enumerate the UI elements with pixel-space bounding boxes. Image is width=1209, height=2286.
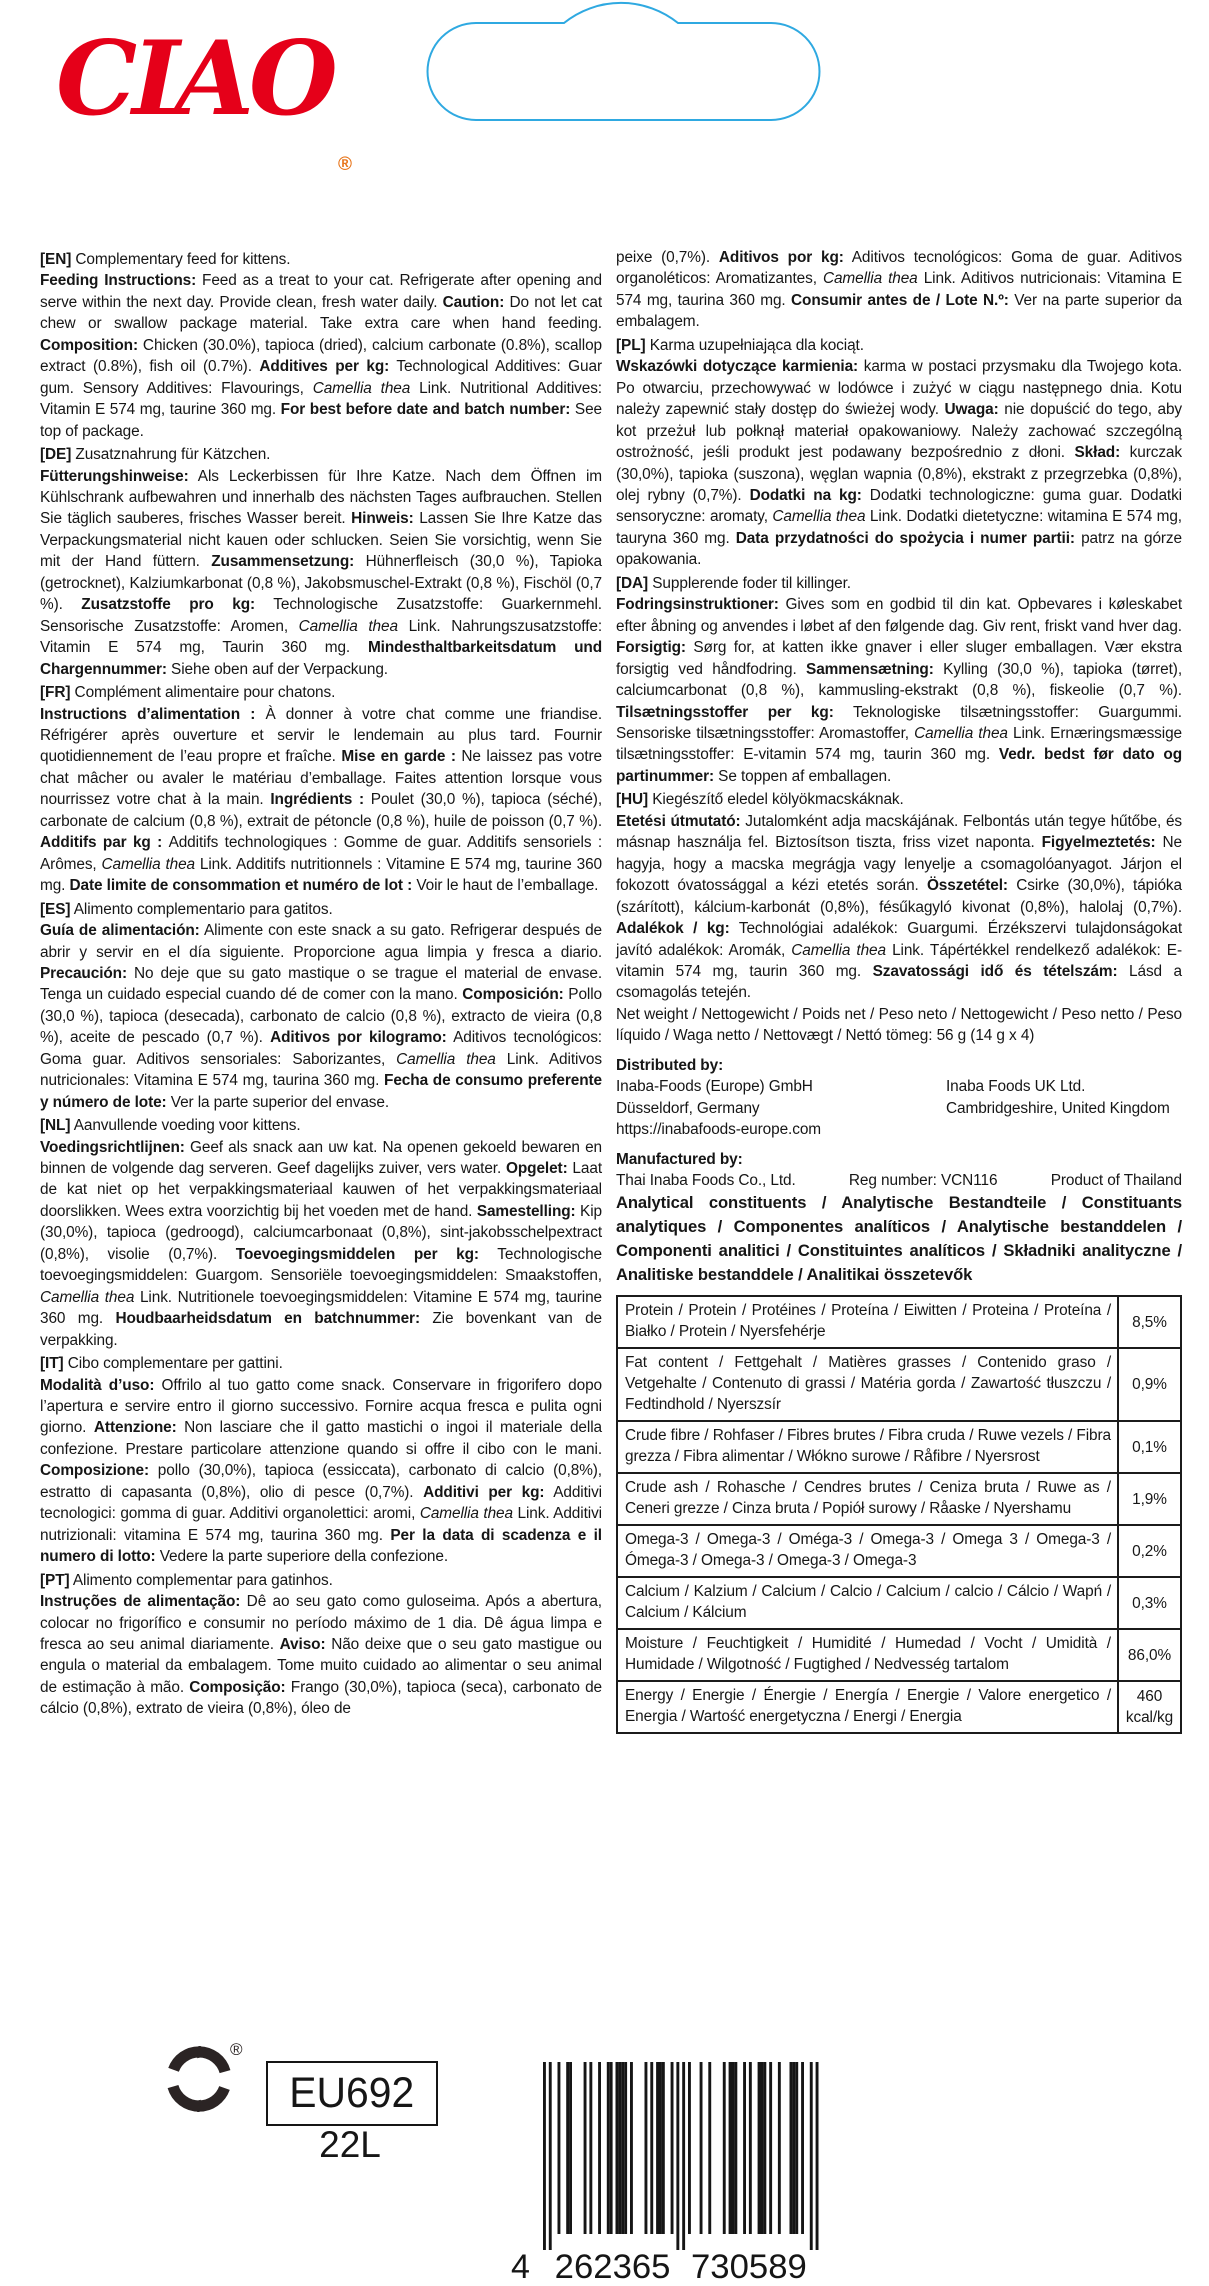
- en-body: Feeding Instructions: Feed as a treat to your cat. Refrigerate after opening and serve within the next day. Provide clean, fresh water daily. Caution: Do not let cat chew or swallow package material. Take extra care when hand feeding. Composition: Chicken (30.0%), tapioca (dried), calcium carbonate (0.8%), scallop extract (0.8%), fish oil (0.7%). Additives per kg: Technological Additives: Guar gum. Sensory Additives: Flavourings, Camellia thea Link. Nutritional Additives: Vitamin E 574 mg, taurine 360 mg. For best before date and batch number: See top of package.: [40, 272, 602, 440]
- svg-text:4: 4: [511, 2248, 530, 2286]
- manufactured-by-heading: Manufactured by:: [616, 1150, 743, 1168]
- en-intro: [EN] Complementary feed for kittens.: [40, 251, 291, 268]
- analytical-row: [617, 1421, 1181, 1473]
- manufacturer-block: [616, 1149, 1182, 1192]
- pt-body-continued: peixe (0,7%). Aditivos por kg: Aditivos tecnológicos: Goma de guar. Aditivos organoléticos: Aromatizantes, Camellia thea Link. Aditivos nutricionais: Vitamina E 574 mg, taurina 360 mg. Consumir antes de / Lote N.º: Ver na parte superior da embalagem.: [616, 249, 1183, 331]
- manufacturer-origin: Product of Thailand: [1050, 1172, 1182, 1190]
- analytical-row-label: Omega-3 / Omega-3 / Oméga-3 / Omega-3 / Omega 3 / Omega-3 / Ómega-3 / Omega-3 / Omega-3 / Omega-3: [617, 1525, 1118, 1577]
- brand-logo-text: CIAO: [56, 19, 333, 139]
- analytical-row-value: 460 kcal/kg: [1118, 1681, 1181, 1733]
- analytical-row-label: Protein / Protein / Protéines / Proteína / Eiwitten / Proteina / Proteína / Białko / Protein / Nyersfehérje: [617, 1296, 1118, 1348]
- hu-body: Etetési útmutató: Jutalomként adja macskájának. Felbontás után tegye hűtőbe, és másnap használja fel. Biztosítson tiszta, friss vizet naponta. Figyelmeztetés: Ne hagyja, hogy a macska megrágja vagy lenyelje a csomagolóanyagot. Járjon el fokozott óvatossággal a kézi etetés során. Összetétel: Csirke (30,0%), tápióka (szárított), kálcium-karbonát (0,8%), fésűkagyló kivonat (0,8%), halolaj (0,7%). Adalékok / kg: Technológiai adalékok: Guargumi. Érzékszervi tulajdonságokat javító adalékok: Aromák, Camellia thea Link. Tápértékkel rendelkező adalékok: E-vitamin 574 mg, taurin 360 mg. Szavatossági idő és tételszám: Lásd a csomagolás tetején.: [616, 812, 1183, 1002]
- de-intro: [DE] Zusatznahrung für Kätzchen.: [40, 446, 271, 464]
- nl-body: Voedingsrichtlijnen: Geef als snack aan uw kat. Na openen gekoeld bewaren en binnen de volgende dag serveren. Geef dagelijks zuiver, vers water. Opgelet: Laat de kat niet op het verpakkingsmateriaal kauwen of het verpakkingsmateriaal doorslikken. Wees extra voorzichtig bij het voeden met de hand. Samestelling: Kip (30,0%), tapioca (gedroogd), calciumcarbonaat (0,8%), sint-jakobsschelpextract (0,8%), visolie (0,7%). Toevoegingsmiddelen per kg: Technologische toevoegingsmiddelen: Guargom. Sensoriële toevoegingsmiddelen: Smaakstoffen, Camellia thea Link. Nutritionele toevoegingsmiddelen: Vitamine E 574 mg, taurine 360 mg. Houdbaarheidsdatum en batchnummer: Zie bovenkant van de verpakking.: [40, 1138, 603, 1349]
- distributor-block: [616, 1055, 1182, 1141]
- distributor-eu-name: Inaba-Foods (Europe) GmbH: [616, 1078, 813, 1096]
- green-dot-recycling-icon: [166, 2046, 232, 2112]
- distributor-europe: [616, 1076, 946, 1140]
- distributed-by-heading: Distributed by:: [616, 1056, 724, 1074]
- distributor-eu-city: Düsseldorf, Germany: [616, 1099, 760, 1117]
- analytical-constituents-table: [616, 1295, 1182, 1734]
- analytical-row-label: Calcium / Kalzium / Calcium / Calcio / Calcium / calcio / Cálcio / Wapń / Calcium / Kálcium: [617, 1577, 1118, 1629]
- nl-intro: [NL] Aanvullende voeding voor kittens.: [40, 1117, 301, 1135]
- distributor-website: https://inabafoods-europe.com: [616, 1121, 822, 1139]
- lot-code: 22L: [319, 2124, 381, 2165]
- analytical-row: [617, 1577, 1181, 1629]
- analytical-row-value: 0,3%: [1118, 1577, 1181, 1629]
- distributor-uk: [946, 1076, 1170, 1140]
- fr-body: Instructions d’alimentation : À donner à votre chat comme une friandise. Réfrigérer après ouverture et servir le lendemain au plus tard. Fournir quotidiennement de l’eau propre et fraîche. Mise en garde : Ne laissez pas votre chat mâcher ou avaler le matériau d’emballage. Faites attention lorsque vous nourrissez votre chat à la main. Ingrédients : Poulet (30,0 %), tapioca (séché), carbonate de calcium (0,8 %), extrait de pétoncle (0,8 %), huile de poisson (0,7 %). Additifs par kg : Additifs technologiques : Gomme de guar. Additifs sensoriels : Arômes, Camellia thea Link. Additifs nutritionnels : Vitamine E 574 mg, taurine 360 mg. Date limite de consommation et numéro de lot : Voir le haut de l’emballage.: [40, 705, 603, 895]
- analytical-row-value: 1,9%: [1118, 1473, 1181, 1525]
- eu-approval-number-box: [266, 2061, 438, 2126]
- distributor-uk-name: Inaba Foods UK Ltd.: [946, 1078, 1086, 1096]
- ean13-barcode: [503, 2060, 823, 2286]
- analytical-row: [617, 1296, 1181, 1348]
- hanger-diecut-outline: [424, 0, 824, 125]
- green-dot-registered-icon: ®: [230, 2040, 243, 2059]
- distributor-uk-city: Cambridgeshire, United Kingdom: [946, 1099, 1170, 1117]
- analytical-row: [617, 1348, 1181, 1421]
- manufacturer-name: Thai Inaba Foods Co., Ltd.: [616, 1172, 796, 1190]
- pt-body: Instruções de alimentação: Dê ao seu gato como guloseima. Após a abertura, colocar no frigorífico e consumir no período máximo de 1 dia. Dê água limpa e fresca ao seu animal diariamente. Aviso: Não deixe que o seu gato mastigue ou engula o material da embalagem. Tome muito cuidado ao alimentar o seu animal de estimação à mão. Composição: Frango (30,0%), tapioca (seca), carbonato de cálcio (0,8%), extrato de vieira (0,8%), óleo de: [40, 1593, 602, 1718]
- net-weight-line: Net weight / Nettogewicht / Poids net / Peso neto / Nettogewicht / Peso netto / Peso líquido / Waga netto / Nettovægt / Nettó tömeg: 56 g (14 g x 4): [616, 1005, 1182, 1045]
- text-column-right: [616, 247, 1182, 1734]
- analytical-row-value: 86,0%: [1118, 1629, 1181, 1681]
- analytical-row-label: Energy / Energie / Énergie / Energía / Energie / Valore energetico / Energia / Wartość energetyczna / Energi / Energia: [617, 1681, 1118, 1733]
- svg-text:262365: 262365: [554, 2248, 671, 2286]
- text-column-left: [40, 247, 602, 1720]
- pl-body: Wskazówki dotyczące karmienia: karma w postaci przysmaku dla Twojego kota. Po otwarciu, przechowywać w lodówce i zużyć w ciągu następnego dnia. Kotu należy zapewnić stały dostęp do świeżej wody. Uwaga: nie dopuścić do tego, aby kot przeżuł lub połknął materiał opakowaniowy. Należy zachować szczególną ostrożność, jeśli produkt jest podawany bezpośrednio z dłoni. Skład: kurczak (30,0%), tapioka (suszona), węglan wapnia (0,8%), ekstrakt z przegrzebka (0,8%), olej rybny (0,7%). Dodatki na kg: Dodatki technologiczne: guma guar. Dodatki sensoryczne: aromaty, Camellia thea Link. Dodatki dietetyczne: witamina E 574 mg, tauryna 360 mg. Data przydatności do spożycia i numer partii: patrz na górze opakowania.: [616, 358, 1183, 569]
- de-body: Fütterungshinweise: Als Leckerbissen für Ihre Katze. Nach dem Öffnen im Kühlschrank aufbewahren und innerhalb des nächsten Tages aufbrauchen. Stellen Sie täglich sauberes, frisches Wasser bereit. Hinweis: Lassen Sie Ihre Katze das Verpackungsmaterial nicht kauen oder schlucken. Seien Sie vorsichtig, wenn Sie mit der Hand füttern. Zusammensetzung: Hühnerfleisch (30,0 %), Tapioka (getrocknet), Kalziumkarbonat (0,8 %), Jakobsmuschel-Extrakt (0,8 %), Fischöl (0,7 %). Zusatzstoffe pro kg: Technologische Zusatzstoffe: Guarkernmehl. Sensorische Zusatzstoffe: Aromen, Camellia thea Link. Nahrungszusatzstoffe: Vitamin E 574 mg, Taurin 360 mg. Mindesthaltbarkeitsdatum und Chargennummer: Siehe oben auf der Verpackung.: [40, 467, 603, 678]
- manufacturer-reg-number: Reg number: VCN116: [848, 1172, 998, 1190]
- analytical-row-value: 0,1%: [1118, 1421, 1181, 1473]
- analytical-row-label: Crude ash / Rohasche / Cendres brutes / Ceniza bruta / Ruwe as / Ceneri grezze / Cinza bruta / Popiół surowy / Råaske / Nyershamu: [617, 1473, 1118, 1525]
- pl-intro: [PL] Karma uzupełniająca dla kociąt.: [616, 336, 864, 354]
- da-body: Fodringsinstruktioner: Gives som en godbid til din kat. Opbevares i køleskabet efter åbning og anvendes i løbet af den følgende dag. Giv rent, friskt vand hver dag. Forsigtig: Sørg for, at katten ikke gnaver i eller sluger emballagen. Vær ekstra forsigtig ved håndfodring. Sammensætning: Kylling (30,0 %), tapioka (tørret), calciumcarbonat (0,8 %), kammusling-ekstrakt (0,8 %), fiskeolie (0,7 %). Tilsætningsstoffer per kg: Teknologiske tilsætningsstoffer: Guargummi. Sensoriske tilsætningsstoffer: Aromastoffer, Camellia thea Link. Ernæringsmæssige tilsætningsstoffer: E-vitamin 574 mg, taurin 360 mg. Vedr. bedst før dato og partinummer: Se toppen af emballagen.: [616, 596, 1183, 785]
- analytical-row-value: 0,2%: [1118, 1525, 1181, 1577]
- svg-text:730589: 730589: [691, 2248, 807, 2286]
- es-intro: [ES] Alimento complementario para gatitos.: [40, 900, 333, 918]
- registered-trademark-icon: ®: [338, 154, 352, 175]
- analytical-row: [617, 1681, 1181, 1733]
- fr-intro: [FR] Complément alimentaire pour chatons.: [40, 684, 336, 702]
- analytical-row: [617, 1473, 1181, 1525]
- hu-intro: [HU] Kiegészítő eledel kölyökmacskáknak.: [616, 791, 904, 809]
- analytical-row-value: 0,9%: [1118, 1348, 1181, 1421]
- es-body: Guía de alimentación: Alimente con este snack a su gato. Refrigerar después de abrir y servir en el día siguiente. Proporcione agua limpia y fresca a diario. Precaución: No deje que su gato mastique o se trague el material de envase. Tenga un cuidado especial cuando dé de comer con la mano. Composición: Pollo (30,0 %), tapioca (desecada), carbonato de calcio (0,8 %), extracto de vieira (0,8 %), aceite de pescado (0,7 %). Aditivos por kilogramo: Aditivos tecnológicos: Goma guar. Aditivos sensoriales: Saborizantes, Camellia thea Link. Aditivos nutricionales: Vitamina E 574 mg, taurina 360 mg. Fecha de consumo preferente y número de lote: Ver la parte superior del envase.: [40, 922, 603, 1111]
- analytical-row-label: Fat content / Fettgehalt / Matières grasses / Contenido graso / Vetgehalte / Contenuto di grassi / Matéria gorda / Zawartość tłuszczu / Fedtindhold / Nyerszsír: [617, 1348, 1118, 1421]
- pt-intro: [PT] Alimento complementar para gatinhos.: [40, 1571, 333, 1589]
- text-column-right-paragraphs: [616, 247, 1182, 1004]
- analytical-row-label: Moisture / Feuchtigkeit / Humidité / Humedad / Vocht / Umidità / Humidade / Wilgotność / Fugtighed / Nedvesség tartalom: [617, 1629, 1118, 1681]
- it-intro: [IT] Cibo complementare per gattini.: [40, 1355, 283, 1373]
- da-intro: [DA] Supplerende foder til killinger.: [616, 574, 851, 592]
- analytical-row-value: 8,5%: [1118, 1296, 1181, 1348]
- analytical-row: [617, 1629, 1181, 1681]
- brand-logo: [56, 14, 352, 175]
- analytical-row-label: Crude fibre / Rohfaser / Fibres brutes / Fibra cruda / Ruwe vezels / Fibra grezza / Fibra alimentar / Włókno surowe / Råfibre / Nyersrost: [617, 1421, 1118, 1473]
- green-dot-mark: [166, 2040, 266, 2126]
- eu-approval-number: EU692: [289, 2069, 415, 2117]
- analytical-row: [617, 1525, 1181, 1577]
- analytical-constituents-heading: Analytical constituents / Analytische Bestandteile / Constituants analytiques / Componentes analíticos / Analytische bestanddelen / Componenti analitici / Constituintes analíticos / Składniki analityczne / Analitiske bestanddele / Analitikai összetevők: [616, 1193, 1182, 1285]
- it-body: Modalità d’uso: Offrilo al tuo gatto come snack. Conservare in frigorifero dopo l’apertura e servire entro il giorno successivo. Fornire acqua fresca e pulita ogni giorno. Attenzione: Non lasciare che il gatto mastichi o ingoi il materiale della confezione. Prestare particolare attenzione quando si offre il cibo con le mani. Composizione: pollo (30,0%), tapioca (essiccata), carbonato di calcio (0,8%), estratto di capasanta (0,8%), olio di pesce (0,7%). Additivi per kg: Additivi tecnologici: gomma di guar. Additivi organolettici: aromi, Camellia thea Link. Additivi nutrizionali: vitamina E 574 mg, taurina 360 mg. Per la data di scadenza e il numero di lotto: Vedere la parte superiore della confezione.: [40, 1376, 603, 1566]
